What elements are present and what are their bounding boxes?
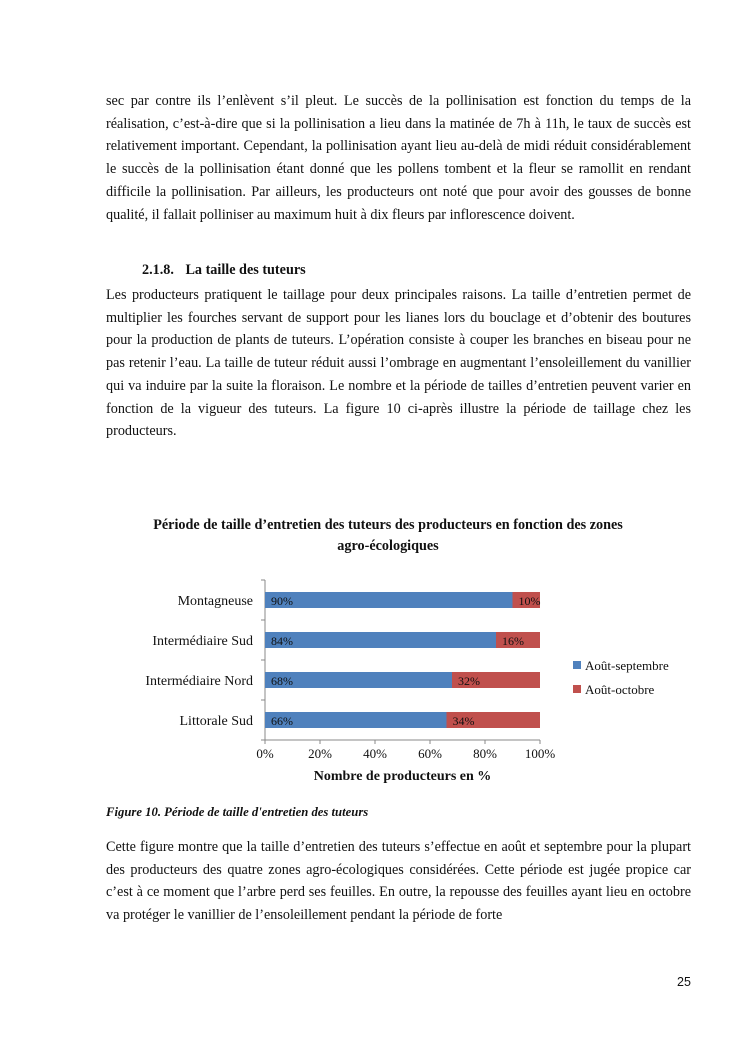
section-heading — [142, 262, 306, 279]
data-label: 34% — [452, 714, 475, 728]
section-title: La taille des tuteurs — [185, 262, 306, 278]
legend-label: Août-octobre — [585, 682, 655, 697]
data-label: 84% — [271, 634, 293, 648]
x-tick-label: 80% — [473, 746, 497, 761]
legend-label: Août-septembre — [585, 658, 669, 673]
data-label: 10% — [518, 594, 541, 608]
stacked-bar-chart — [130, 570, 690, 795]
legend-swatch — [573, 661, 581, 669]
x-tick-label: 40% — [363, 746, 387, 761]
category-label: Intermédiaire Nord — [145, 674, 253, 689]
bar-segment-aout-septembre — [265, 592, 513, 608]
x-tick-label: 60% — [418, 746, 442, 761]
page-number: 25 — [677, 975, 691, 989]
category-label: Intermédiaire Sud — [152, 634, 253, 649]
category-label: Montagneuse — [177, 594, 253, 609]
x-tick-label: 0% — [256, 746, 274, 761]
bar-segment-aout-septembre — [265, 632, 496, 648]
figure-caption: Figure 10. Période de taille d'entretien des tuteurs — [106, 805, 369, 819]
category-label: Littorale Sud — [179, 714, 253, 729]
data-label: 66% — [271, 714, 293, 728]
chart-title: Période de taille d’entretien des tuteurs des producteurs en fonction des zones agro-écologiques — [153, 517, 623, 554]
x-axis-title: Nombre de producteurs en % — [313, 769, 492, 784]
section-number: 2.1.8. — [142, 262, 174, 278]
x-tick-label: 100% — [524, 746, 556, 761]
data-label: 68% — [271, 674, 293, 688]
paragraph-pollination: sec par contre ils l’enlèvent s’il pleut. Le succès de la pollinisation est fonction du temps de la réalisation, c’est-à-dire que si la pollinisation a lieu dans la matinée de 7h à 11h, le taux de succès est relativement important. Cependant, la pollinisation ayant lieu au-delà de midi réduit considérablement le succès de la pollinisation étant donné que les pollens tombent et la fleur se ramollit en rendant difficile la pollinisation. Par ailleurs, les producteurs ont noté que pour avoir des gousses de bonne qualité, il fallait polliniser au maximum huit à dix fleurs par inflorescence doivent. — [106, 93, 691, 223]
data-label: 32% — [458, 674, 480, 688]
x-tick-label: 20% — [308, 746, 332, 761]
bar-segment-aout-septembre — [265, 672, 452, 688]
data-label: 16% — [502, 634, 524, 648]
data-label: 90% — [271, 594, 293, 608]
paragraph-pruning: Les producteurs pratiquent le taillage pour deux principales raisons. La taille d’entretien permet de multiplier les fourches servant de support pour les lianes lors du bouclage et d’obtenir des boutures pour la production de plants de tuteurs. L’opération consiste à couper les branches en biseau pour ne pas retenir l’eau. La taille de tuteur réduit aussi l’ombrage en augmentant l’ensoleillement du vanillier qui va induire par la suite la floraison. Le nombre et la période de tailles d’entretien peuvent varier en fonction de la vigueur des tuteurs. La figure 10 ci-après illustre la période de taillage chez les producteurs. — [106, 287, 691, 440]
paragraph-conclusion: Cette figure montre que la taille d’entretien des tuteurs s’effectue en août et septembre pour la plupart des producteurs des quatre zones agro-écologiques considérées. Cette période est jugée propice car c’est à ce moment que l’arbre perd ses feuilles. En outre, la repousse des feuilles ayant lieu en octobre va protéger le vanillier de l’ensoleillement pendant la période de forte — [106, 839, 691, 924]
legend-swatch — [573, 685, 581, 693]
